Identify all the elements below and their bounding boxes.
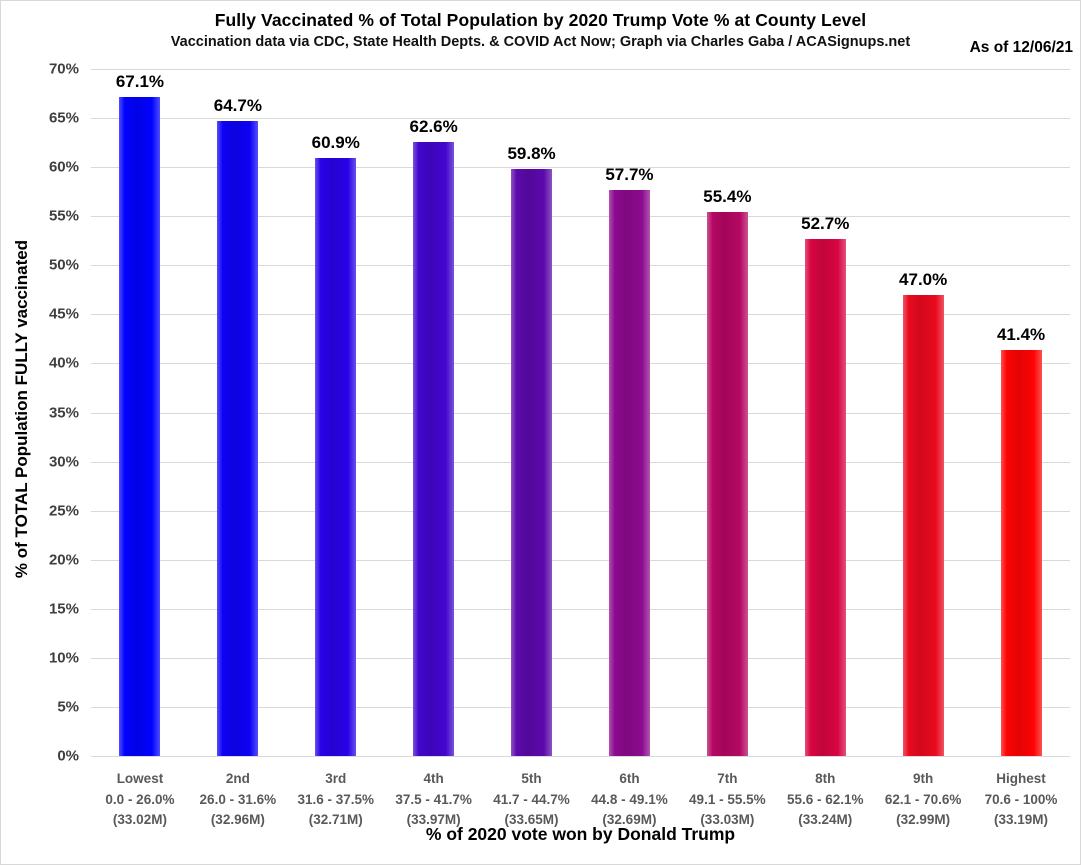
- x-tick-range: 70.6 - 100%: [984, 791, 1058, 807]
- x-tick-range: 0.0 - 26.0%: [105, 791, 175, 807]
- bar-2: [217, 121, 258, 756]
- x-tick-label: [189, 769, 287, 831]
- x-tick-population: (32.71M): [308, 812, 363, 827]
- x-tick-population: (33.65M): [504, 812, 559, 827]
- bar-sheen: [1001, 350, 1042, 756]
- x-tick-rank: 2nd: [225, 771, 250, 786]
- x-tick-rank: 6th: [619, 771, 640, 786]
- plot-area: [48, 60, 1070, 827]
- as-of-date: As of 12/06/21: [969, 39, 1073, 56]
- bar-sheen: [119, 97, 160, 756]
- bar-3: [315, 158, 356, 756]
- x-tick-population: (33.03M): [700, 812, 755, 827]
- bar-10: [1001, 350, 1042, 756]
- bar-sheen: [511, 169, 552, 756]
- x-tick-label: [874, 769, 972, 831]
- x-tick-rank: 5th: [521, 771, 542, 786]
- x-tick-label: [581, 769, 679, 831]
- bar-value-label: 55.4%: [703, 187, 752, 207]
- bar-sheen: [315, 158, 356, 756]
- y-tick-label: 5%: [57, 698, 79, 716]
- x-tick-population: (33.97M): [406, 812, 461, 827]
- x-tick-range: 44.8 - 49.1%: [591, 791, 668, 807]
- x-tick-label: [385, 769, 483, 831]
- y-tick-label: 35%: [48, 404, 79, 421]
- chart-title: Fully Vaccinated % of Total Population by 2020 Trump Vote % at County Level: [214, 10, 867, 30]
- bar-value-label: 41.4%: [996, 324, 1046, 344]
- bar-value-label: 59.8%: [507, 144, 556, 164]
- x-tick-rank: 4th: [423, 771, 444, 786]
- x-tick-range: 37.5 - 41.7%: [395, 791, 472, 807]
- bar-value-label: 67.1%: [115, 72, 165, 92]
- bar-value-label: 60.9%: [311, 133, 360, 153]
- x-tick-range: 41.7 - 44.7%: [493, 791, 570, 807]
- bar-sheen: [805, 239, 846, 756]
- bar-sheen: [413, 142, 454, 756]
- x-tick-population: (32.69M): [602, 812, 657, 827]
- x-tick-range: 62.1 - 70.6%: [884, 791, 962, 807]
- x-tick-rank: 7th: [717, 771, 738, 786]
- bar-7: [707, 212, 748, 756]
- x-tick-rank: Highest: [996, 771, 1046, 786]
- bar-sheen: [217, 121, 258, 756]
- bar-sheen: [707, 212, 748, 756]
- x-axis-title: % of 2020 vote won by Donald Trump: [425, 824, 736, 844]
- gridline: [91, 69, 1070, 70]
- x-tick-range: 49.1 - 55.5%: [689, 791, 766, 807]
- bar-value-label: 47.0%: [899, 269, 948, 289]
- bar-value-label: 52.7%: [801, 213, 850, 233]
- bar-value-label: 57.7%: [605, 164, 654, 184]
- y-tick-label: 10%: [48, 649, 79, 667]
- bar-value-label: 62.6%: [409, 116, 458, 136]
- bar-4: [413, 142, 454, 756]
- y-tick-label: 65%: [48, 109, 79, 127]
- bar-1: [119, 97, 160, 756]
- bar-value-label: 64.7%: [213, 96, 262, 116]
- bar-6: [609, 190, 650, 756]
- x-tick-label: [483, 769, 581, 831]
- x-tick-population: (33.19M): [994, 812, 1049, 827]
- x-tick-range: 26.0 - 31.6%: [199, 791, 277, 807]
- x-tick-population: (32.96M): [210, 812, 265, 827]
- gridline: [91, 118, 1070, 119]
- y-tick-label: 45%: [48, 305, 79, 323]
- y-tick-label: 25%: [48, 502, 79, 520]
- x-tick-label: [91, 769, 189, 831]
- x-tick-label: [972, 769, 1070, 831]
- y-tick-label: 40%: [48, 354, 79, 372]
- y-tick-label: 20%: [48, 551, 79, 569]
- bar-sheen: [903, 295, 944, 756]
- y-tick-label: 60%: [48, 158, 79, 176]
- bar-5: [511, 169, 552, 756]
- x-tick-label: [287, 769, 385, 831]
- x-tick-label: [678, 769, 776, 831]
- x-tick-rank: Lowest: [116, 771, 164, 786]
- y-tick-label: 50%: [48, 256, 79, 274]
- x-tick-range: 55.6 - 62.1%: [786, 791, 864, 807]
- x-tick-label: [776, 769, 874, 831]
- gridline: [91, 756, 1070, 757]
- x-tick-range: 31.6 - 37.5%: [297, 791, 375, 807]
- x-tick-population: (33.24M): [798, 812, 853, 827]
- x-tick-population: (33.02M): [112, 812, 167, 827]
- bar-8: [805, 239, 846, 756]
- y-tick-label: 30%: [48, 453, 79, 471]
- bar-sheen: [609, 190, 650, 756]
- y-tick-label: 0%: [57, 747, 79, 765]
- chart-subtitle: Vaccination data via CDC, State Health Depts. & COVID Act Now; Graph via Charles Gaba / ACASignups.net: [170, 34, 911, 50]
- y-tick-label: 55%: [48, 207, 79, 225]
- y-tick-label: 15%: [48, 600, 79, 618]
- x-tick-rank: 8th: [815, 771, 836, 786]
- x-tick-rank: 3rd: [325, 771, 347, 786]
- x-tick-rank: 9th: [913, 771, 934, 786]
- y-tick-label: 70%: [48, 60, 79, 78]
- x-tick-population: (32.99M): [896, 812, 951, 827]
- bar-9: [903, 295, 944, 756]
- y-axis-title: % of TOTAL Population FULLY vaccinated: [12, 239, 31, 579]
